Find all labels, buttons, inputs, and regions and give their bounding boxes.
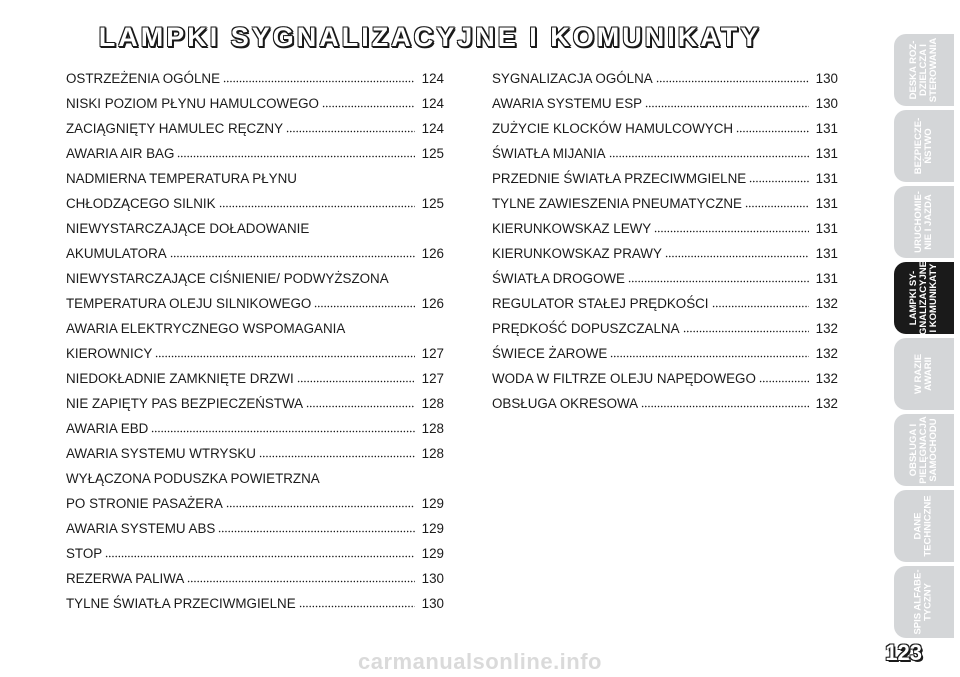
toc-entry-title: KIEROWNICY: [66, 346, 153, 361]
toc-entry-title: ZACIĄGNIĘTY HAMULEC RĘCZNY: [66, 121, 284, 136]
dot-leader: [286, 121, 415, 135]
chapter-tab-label: W RAZIE: [912, 353, 924, 395]
page-title: LAMPKI SYGNALIZACYJNE I KOMUNIKATY: [98, 22, 762, 52]
toc-entry-title: PRĘDKOŚĆ DOPUSZCZALNA: [492, 321, 680, 336]
toc-entry[interactable]: [492, 91, 838, 116]
toc-entry[interactable]: [66, 591, 444, 616]
toc-entry-page: 131: [815, 146, 838, 161]
toc-entry-title: STOP: [66, 546, 103, 561]
toc-entry-title: ŚWIECE ŻAROWE: [492, 346, 608, 361]
toc-entry[interactable]: [492, 216, 838, 241]
toc-entry-title: TYLNE ŚWIATŁA PRZECIWMGIELNE: [66, 596, 296, 611]
toc-entry[interactable]: [66, 566, 444, 591]
toc-entry-title: AWARIA SYSTEMU ESP: [492, 96, 643, 111]
toc-entry-page: 124: [421, 71, 444, 86]
chapter-tab[interactable]: [894, 110, 954, 182]
dot-leader: [749, 171, 809, 185]
chapter-tab-label: DANE: [913, 512, 925, 540]
dot-leader: [219, 196, 415, 210]
toc-entry[interactable]: [66, 441, 444, 466]
toc-entry-page: 130: [421, 571, 444, 586]
toc-entry-title: ŚWIATŁA DROGOWE: [492, 271, 625, 286]
toc-entry-page: 131: [815, 271, 838, 286]
dot-leader: [745, 196, 809, 210]
chapter-tab-label: NIE I JAZDA: [923, 194, 934, 250]
dot-leader: [641, 396, 809, 410]
chapter-tab-label: URUCHOMIE-: [913, 191, 924, 253]
toc-entry[interactable]: [66, 466, 444, 516]
toc-entry-page: 131: [815, 246, 838, 261]
toc-entry-page: 132: [815, 321, 838, 336]
toc-entry[interactable]: [66, 266, 444, 316]
toc-entry-page: 129: [421, 496, 444, 511]
dot-leader: [151, 421, 415, 435]
toc-entry[interactable]: [492, 166, 838, 191]
toc-entry-page: 132: [815, 371, 838, 386]
toc-entry-title: AWARIA SYSTEMU ABS: [66, 521, 216, 536]
dot-leader: [226, 496, 415, 510]
dot-leader: [736, 121, 809, 135]
toc-entry[interactable]: [492, 241, 838, 266]
chapter-tab[interactable]: [894, 566, 954, 638]
toc-entry-title: NIE ZAPIĘTY PAS BEZPIECZEŃSTWA: [66, 396, 304, 411]
dot-leader: [654, 221, 809, 235]
toc-entry-title: REZERWA PALIWA: [66, 571, 185, 586]
toc-entry-page: 130: [815, 71, 838, 86]
toc-entry-page: 127: [421, 371, 444, 386]
toc-entry[interactable]: [492, 366, 838, 391]
chapter-tab-label: DESKA ROZ-: [908, 40, 920, 100]
toc-entry-page: 126: [421, 246, 444, 261]
toc-entry[interactable]: [66, 416, 444, 441]
chapter-tab[interactable]: [894, 262, 954, 334]
chapter-tab[interactable]: [894, 338, 954, 410]
chapter-tab-label: SPIS ALFABE-: [913, 569, 925, 635]
toc-entry-title: PRZEDNIE ŚWIATŁA PRZECIWMGIELNE: [492, 171, 747, 186]
dot-leader: [105, 546, 415, 560]
chapter-tab-label: LAMPKI SY-: [908, 270, 919, 326]
toc-entry-title: AWARIA AIR BAG: [66, 146, 175, 161]
chapter-tab[interactable]: [894, 34, 954, 106]
chapter-tab-label: AWARII: [922, 357, 934, 391]
chapter-tab-label: GNALIZACYJNE: [918, 261, 929, 335]
dot-leader: [170, 246, 415, 260]
toc-entry[interactable]: [492, 141, 838, 166]
toc-entry[interactable]: [492, 191, 838, 216]
toc-entry-title: ŚWIATŁA MIJANIA: [492, 146, 606, 161]
toc-entry-page: 128: [421, 396, 444, 411]
toc-entry-page: 125: [421, 146, 444, 161]
toc-entry[interactable]: [492, 391, 838, 416]
toc-entry-title: SYGNALIZACJA OGÓLNA: [492, 71, 653, 86]
toc-entry-page: 132: [815, 296, 838, 311]
chapter-tab-label: I KOMUNIKATY: [928, 263, 939, 333]
dot-leader: [645, 96, 809, 110]
toc-entry-page: 127: [421, 346, 444, 361]
toc-entry[interactable]: [66, 66, 444, 91]
toc-entry[interactable]: [492, 316, 838, 341]
toc-entry-page: 125: [421, 196, 444, 211]
toc-entry-page: 128: [421, 446, 444, 461]
toc-entry-title: NIEWYSTARCZAJĄCE DOŁADOWANIE: [66, 221, 310, 236]
toc-entry[interactable]: [66, 541, 444, 566]
toc-entry-title: AWARIA SYSTEMU WTRYSKU: [66, 446, 256, 461]
page-number: 123: [885, 640, 922, 665]
dot-leader: [610, 346, 809, 360]
dot-leader: [665, 246, 809, 260]
toc-entry-page: 129: [421, 546, 444, 561]
toc-entry-title: AWARIA ELEKTRYCZNEGO WSPOMAGANIA: [66, 321, 346, 336]
toc-entry-title: KIERUNKOWSKAZ LEWY: [492, 221, 652, 236]
dot-leader: [177, 146, 415, 160]
dot-leader: [628, 271, 809, 285]
toc-entry-page: 124: [421, 121, 444, 136]
toc-entry-title: KIERUNKOWSKAZ PRAWY: [492, 246, 662, 261]
dot-leader: [314, 296, 415, 310]
toc-entry-page: 130: [421, 596, 444, 611]
toc-entry-page: 131: [815, 171, 838, 186]
chapter-tab-label: BEZPIECZE-: [912, 117, 924, 175]
chapter-tab-label: ŃSTWO: [922, 128, 934, 164]
toc-entry-page: 132: [815, 396, 838, 411]
toc-entry-page: 131: [815, 221, 838, 236]
toc-entry[interactable]: [492, 291, 838, 316]
chapter-tab-label: TYCZNY: [923, 583, 935, 622]
toc-entry-page: 130: [815, 96, 838, 111]
toc-entry[interactable]: [492, 341, 838, 366]
toc-entry-title: NISKI POZIOM PŁYNU HAMULCOWEGO: [66, 96, 319, 111]
toc-entry-title: NIEWYSTARCZAJĄCE CIŚNIENIE/ PODWYŻSZONA: [66, 271, 389, 286]
toc-entry[interactable]: [66, 116, 444, 141]
toc-entry-page: 132: [815, 346, 838, 361]
toc-entry[interactable]: [66, 216, 444, 266]
dot-leader: [259, 446, 415, 460]
toc-entry-title: WYŁĄCZONA PODUSZKA POWIETRZNA: [66, 471, 320, 486]
toc-entry[interactable]: [66, 366, 444, 391]
toc-entry-title: TEMPERATURA OLEJU SILNIKOWEGO: [66, 296, 312, 311]
dot-leader: [759, 371, 809, 385]
toc-entry-title: TYLNE ZAWIESZENIA PNEUMATYCZNE: [492, 196, 742, 211]
toc-entry[interactable]: [66, 316, 444, 366]
dot-leader: [218, 521, 415, 535]
toc-entry-title: AWARIA EBD: [66, 421, 149, 436]
dot-leader: [187, 571, 415, 585]
toc-entry-page: 131: [815, 196, 838, 211]
toc-entry[interactable]: [66, 141, 444, 166]
toc-entry[interactable]: [66, 166, 444, 216]
chapter-tab-label: DZIELCZA I: [918, 44, 930, 96]
toc-entry-title: OBSŁUGA OKRESOWA: [492, 396, 639, 411]
toc-entry-title: CHŁODZĄCEGO SILNIK: [66, 196, 216, 211]
toc-right-column: [492, 66, 838, 416]
dot-leader: [712, 296, 809, 310]
toc-entry-title: REGULATOR STAŁEJ PRĘDKOŚCI: [492, 296, 709, 311]
chapter-tab-label: SAMOCHODU: [928, 418, 940, 482]
toc-entry-title: NIEDOKŁADNIE ZAMKNIĘTE DRZWI: [66, 371, 294, 386]
dot-leader: [299, 596, 415, 610]
toc-entry[interactable]: [66, 516, 444, 541]
toc-entry-title: NADMIERNA TEMPERATURA PŁYNU: [66, 171, 297, 186]
toc-entry-title: WODA W FILTRZE OLEJU NAPĘDOWEGO: [492, 371, 756, 386]
toc-entry-title: PO STRONIE PASAŻERA: [66, 496, 223, 511]
toc-entry-page: 128: [421, 421, 444, 436]
toc-entry[interactable]: [492, 266, 838, 291]
dot-leader: [223, 71, 415, 85]
dot-leader: [656, 71, 809, 85]
dot-leader: [609, 146, 809, 160]
toc-entry-page: 124: [421, 96, 444, 111]
toc-entry-page: 131: [815, 121, 838, 136]
chapter-tab-label: OBSŁUGA I: [908, 423, 920, 477]
dot-leader: [155, 346, 415, 360]
dot-leader: [306, 396, 415, 410]
toc-entry[interactable]: [492, 66, 838, 91]
dot-leader: [683, 321, 809, 335]
dot-leader: [297, 371, 415, 385]
chapter-tab-label: PIELĘGNACJA: [918, 416, 930, 484]
chapter-tab-label: STEROWANIA: [928, 37, 940, 103]
toc-entry-page: 126: [421, 296, 444, 311]
chapter-tab[interactable]: [894, 414, 954, 486]
toc-entry-title: OSTRZEŻENIA OGÓLNE: [66, 71, 221, 86]
chapter-tab[interactable]: [894, 490, 954, 562]
toc-entry[interactable]: [66, 391, 444, 416]
toc-entry-title: ZUŻYCIE KLOCKÓW HAMULCOWYCH: [492, 121, 734, 136]
toc-entry[interactable]: [66, 91, 444, 116]
dot-leader: [322, 96, 415, 110]
toc-entry-page: 129: [421, 521, 444, 536]
toc-left-column: [66, 66, 444, 616]
toc-entry[interactable]: [492, 116, 838, 141]
watermark: carmanualsonline.info: [358, 649, 602, 674]
chapter-tab-label: TECHNICZNE: [923, 495, 935, 557]
chapter-tab[interactable]: [894, 186, 954, 258]
toc-entry-title: AKUMULATORA: [66, 246, 167, 261]
